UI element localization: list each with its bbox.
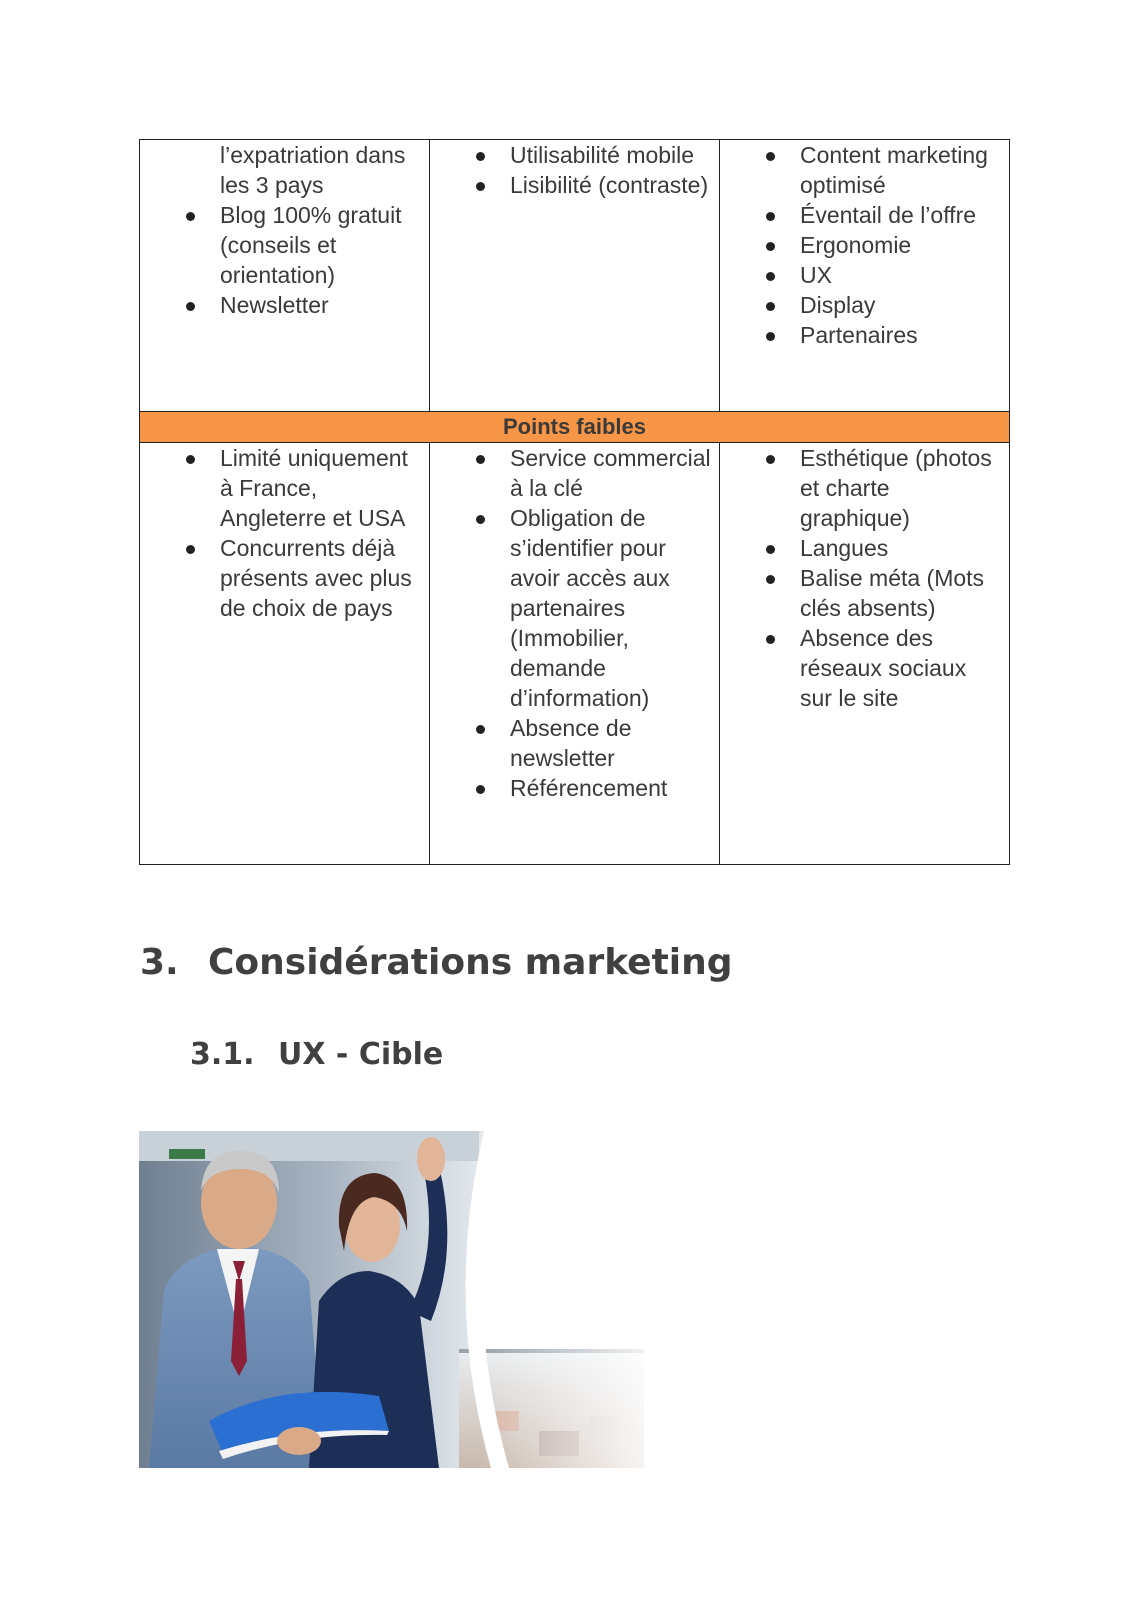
list-item-text: Lisibilité (contraste) [510, 172, 709, 198]
bullet-icon [766, 302, 775, 311]
bullet-icon [186, 455, 195, 464]
strengths-row [140, 140, 1010, 412]
subsection-heading [190, 1037, 443, 1072]
table-cell [140, 443, 430, 865]
section-number: 3. [140, 942, 179, 983]
list-item-text: Limité uniquement à France, Angleterre et USA [220, 445, 408, 531]
list-item-text: Utilisabilité mobile [510, 142, 695, 168]
list-item [720, 443, 1009, 533]
list-item [140, 443, 429, 533]
swot-table [139, 139, 1010, 865]
bullet-icon [476, 515, 485, 524]
table-cell [140, 140, 430, 412]
list-item-text: Ergonomie [800, 232, 912, 258]
list-item [720, 260, 1009, 290]
list-item [430, 503, 719, 713]
list-item-text: Éventail de l’offre [800, 202, 977, 228]
business-people-photo [139, 1131, 644, 1468]
list-item-text: Langues [800, 535, 889, 561]
bullet-list [720, 443, 1009, 713]
list-item-text: Service commercial à la clé [510, 445, 711, 501]
bullet-icon [476, 785, 485, 794]
bullet-icon [476, 455, 485, 464]
bullet-list [430, 443, 719, 803]
list-item [720, 140, 1009, 200]
list-item [140, 290, 429, 320]
list-item [720, 533, 1009, 563]
weaknesses-row [140, 443, 1010, 865]
list-item-text: Absence des réseaux sociaux sur le site [800, 625, 967, 711]
list-item-text: l’expatriation dans les 3 pays [220, 142, 406, 198]
bullet-icon [766, 455, 775, 464]
bullet-list [720, 140, 1009, 350]
list-item [720, 290, 1009, 320]
table-cell [720, 443, 1010, 865]
bullet-icon [186, 302, 195, 311]
table-cell [720, 140, 1010, 412]
bullet-icon [476, 152, 485, 161]
bullet-icon [766, 152, 775, 161]
section-heading [140, 942, 733, 983]
bullet-icon [476, 725, 485, 734]
list-item [720, 320, 1009, 350]
bullet-icon [766, 575, 775, 584]
list-item [430, 443, 719, 503]
bullet-list [140, 443, 429, 623]
bullet-icon [186, 212, 195, 221]
list-item [720, 563, 1009, 623]
bullet-icon [766, 212, 775, 221]
bullet-icon [766, 242, 775, 251]
section-title: Considérations marketing [208, 942, 733, 983]
bullet-icon [186, 545, 195, 554]
weaknesses-header-row [140, 412, 1010, 443]
list-item-text: UX [800, 262, 832, 288]
list-item-text: Esthétique (photos et charte graphique) [800, 445, 992, 531]
list-item-text: Absence de newsletter [510, 715, 632, 771]
list-item [720, 230, 1009, 260]
bullet-icon [766, 272, 775, 281]
list-item-text: Balise méta (Mots clés absents) [800, 565, 985, 621]
list-item [430, 713, 719, 773]
weaknesses-header: Points faibles [140, 412, 1010, 443]
list-item [430, 773, 719, 803]
list-item-text: Display [800, 292, 876, 318]
table-cell [430, 140, 720, 412]
bullet-icon [766, 635, 775, 644]
list-item-text: Partenaires [800, 322, 918, 348]
list-item-text: Content marketing optimisé [800, 142, 988, 198]
list-item [720, 200, 1009, 230]
list-item [430, 170, 719, 200]
list-item [140, 533, 429, 623]
list-item-text: Newsletter [220, 292, 329, 318]
bullet-icon [766, 332, 775, 341]
list-item [720, 623, 1009, 713]
list-item [140, 200, 429, 290]
subsection-number: 3.1. [190, 1037, 255, 1072]
list-item-text: Concurrents déjà présents avec plus de choix de pays [220, 535, 412, 621]
list-item-text: Blog 100% gratuit (conseils et orientation) [220, 202, 402, 288]
table-cell [430, 443, 720, 865]
bullet-list [430, 140, 719, 200]
bullet-icon [476, 182, 485, 191]
list-item-text: Obligation de s’identifier pour avoir accès aux partenaires (Immobilier, demande d’information) [510, 505, 670, 711]
list-item [140, 140, 429, 200]
list-item [430, 140, 719, 170]
list-item-text: Référencement [510, 775, 668, 801]
subsection-title: UX - Cible [278, 1037, 444, 1072]
bullet-icon [766, 545, 775, 554]
bullet-list [140, 140, 429, 320]
